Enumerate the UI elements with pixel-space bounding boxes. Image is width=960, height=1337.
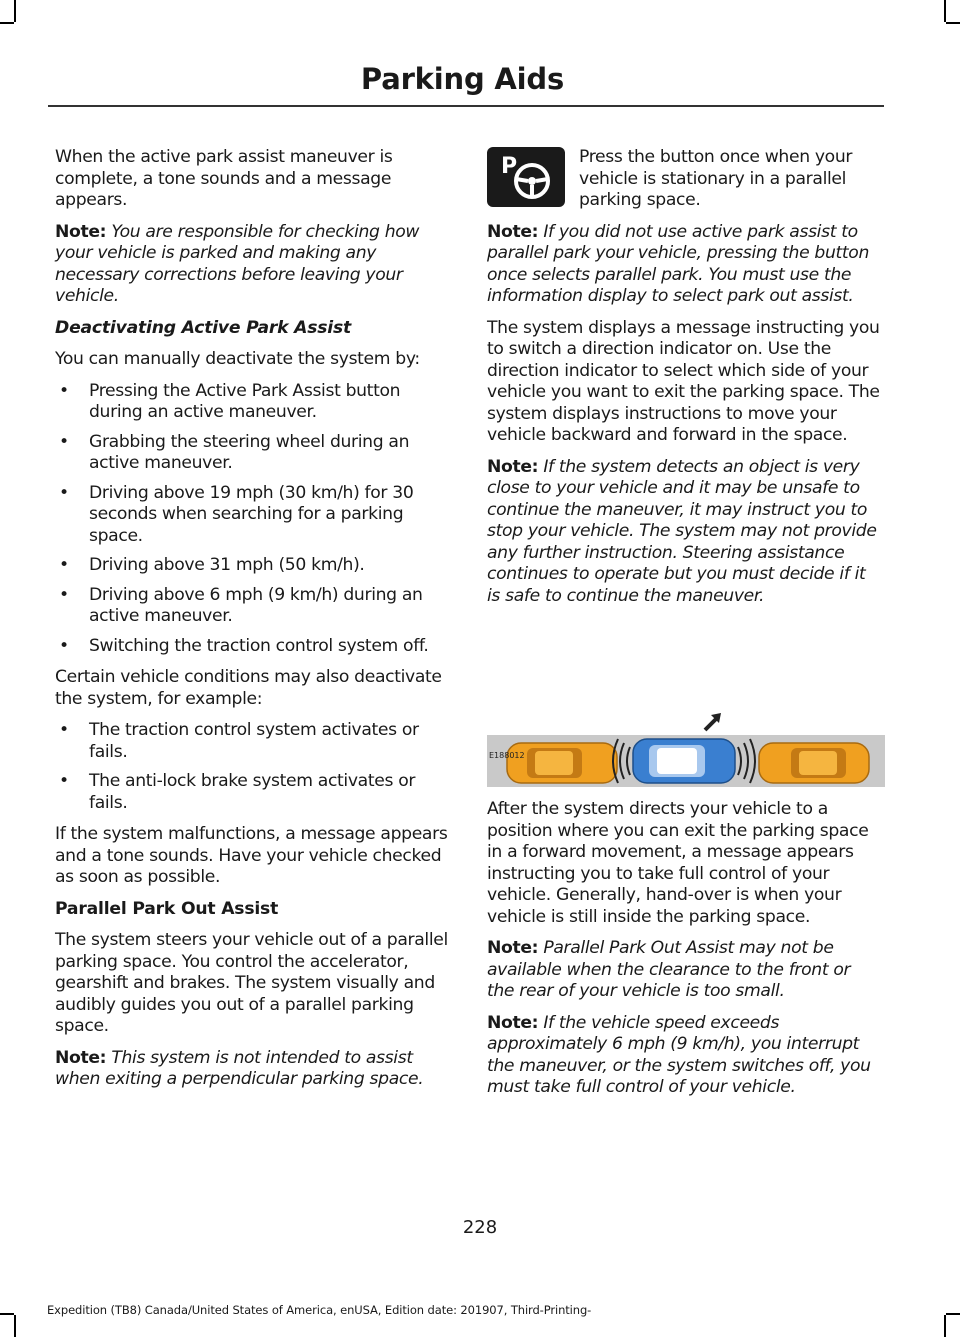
- list-item: • Driving above 19 mph (30 km/h) for 30 seconds when searching for a parking space.: [55, 483, 448, 548]
- rear-parked-car: [507, 743, 617, 783]
- note-label: Note:: [487, 456, 539, 477]
- left-column: [55, 147, 448, 1101]
- note-paragraph: [55, 222, 448, 308]
- conditions-list: [55, 720, 448, 814]
- note-text: If you did not use active park assist to parallel park your vehicle, pressing the button once selects parallel park. You must use the information display to select park out assist.: [487, 221, 869, 306]
- list-item: • Grabbing the steering wheel during an active maneuver.: [55, 432, 448, 475]
- header-divider: [48, 105, 884, 107]
- crop-mark: [944, 0, 946, 22]
- note-text: If the system detects an object is very close to your vehicle and it may be unsafe to continue the maneuver, it may instruct you to stop your vehicle. The system may not provide any further instruction. Steering assistance continues to operate but you must decide if it is safe to continue the maneuver.: [487, 456, 877, 606]
- crop-mark: [944, 1315, 946, 1337]
- note-paragraph: [487, 222, 880, 308]
- right-column: [487, 147, 880, 617]
- note-paragraph: [487, 1013, 880, 1099]
- crop-mark: [946, 1313, 960, 1315]
- list-item: • The anti-lock brake system activates or fails.: [55, 771, 448, 814]
- list-item: • Pressing the Active Park Assist button during an active maneuver.: [55, 381, 448, 424]
- list-item: • The traction control system activates or fails.: [55, 720, 448, 763]
- note-text: This system is not intended to assist when exiting a perpendicular parking space.: [55, 1047, 424, 1089]
- malfunction-paragraph: If the system malfunctions, a message appears and a tone sounds. Have your vehicle checked as soon as possible.: [55, 824, 448, 887]
- deactivate-heading: Deactivating Active Park Assist: [55, 317, 352, 338]
- deactivate-list: [55, 381, 448, 658]
- note-text: If the vehicle speed exceeds approximately 6 mph (9 km/h), you interrupt the maneuver, or the system switches off, you must take full control of your vehicle.: [487, 1012, 871, 1097]
- ppoa-paragraph: The system steers your vehicle out of a parallel parking space. You control the accelerator, gearshift and brakes. The system visually and audibly guides you out of a parallel parking space.: [55, 930, 448, 1036]
- note-label: Note:: [487, 221, 539, 242]
- exit-direction-arrow-icon: [705, 713, 721, 730]
- list-item: • Switching the traction control system off.: [55, 636, 448, 658]
- page-number: 228: [462, 1217, 498, 1238]
- own-vehicle-car: [633, 739, 735, 783]
- right-column-lower: [487, 799, 880, 1109]
- page-title: Parking Aids: [360, 62, 564, 96]
- note-paragraph: [487, 457, 880, 608]
- park-steering-icon: [487, 147, 565, 207]
- button-instruction: [487, 147, 880, 212]
- crop-mark: [0, 22, 14, 24]
- note-label: Note:: [487, 1012, 539, 1033]
- list-item: • Driving above 6 mph (9 km/h) during an active maneuver.: [55, 585, 448, 628]
- note-label: Note:: [55, 221, 107, 242]
- note-paragraph: [487, 938, 880, 1003]
- intro-paragraph: When the active park assist maneuver is complete, a tone sounds and a message appears.: [55, 147, 393, 210]
- crop-mark: [0, 1313, 14, 1315]
- note-label: Note:: [55, 1047, 107, 1068]
- illustration-id: E188012: [489, 751, 525, 760]
- button-instruction-text: Press the button once when your vehicle is stationary in a parallel parking space.: [579, 147, 853, 210]
- deactivate-intro: You can manually deactivate the system by:: [55, 349, 420, 369]
- direction-paragraph: The system displays a message instructing you to switch a direction indicator on. Use the direction indicator to select which side of your vehicle you want to exit the parking space. The system displays instructions to move your vehicle backward and forward in the space.: [487, 317, 880, 445]
- svg-text:P: P: [501, 154, 517, 179]
- handover-paragraph: After the system directs your vehicle to a position where you can exit the parking space in a forward movement, a message appears instructing you to take full control of your vehicle. Generally, hand-over is when your vehicle is still inside the parking space.: [487, 799, 869, 927]
- ppoa-heading: Parallel Park Out Assist: [55, 898, 279, 919]
- conditions-intro: Certain vehicle conditions may also deactivate the system, for example:: [55, 667, 442, 709]
- park-assist-button-icon: [487, 147, 565, 207]
- footer-text: Expedition (TB8) Canada/United States of America, enUSA, Edition date: 201907, Third-Printing-: [47, 1303, 592, 1317]
- list-item: • Driving above 31 mph (50 km/h).: [55, 555, 448, 577]
- note-text: Parallel Park Out Assist may not be available when the clearance to the front or the rear of your vehicle is too small.: [487, 938, 851, 1001]
- crop-mark: [14, 1315, 16, 1337]
- note-paragraph: [55, 1048, 448, 1091]
- note-text: You are responsible for checking how your vehicle is parked and making any necessary corrections before leaving your vehicle.: [55, 221, 420, 306]
- crop-mark: [946, 22, 960, 24]
- note-label: Note:: [487, 938, 539, 958]
- parking-out-illustration: [487, 705, 885, 787]
- crop-mark: [14, 0, 16, 22]
- front-parked-car: [759, 743, 869, 783]
